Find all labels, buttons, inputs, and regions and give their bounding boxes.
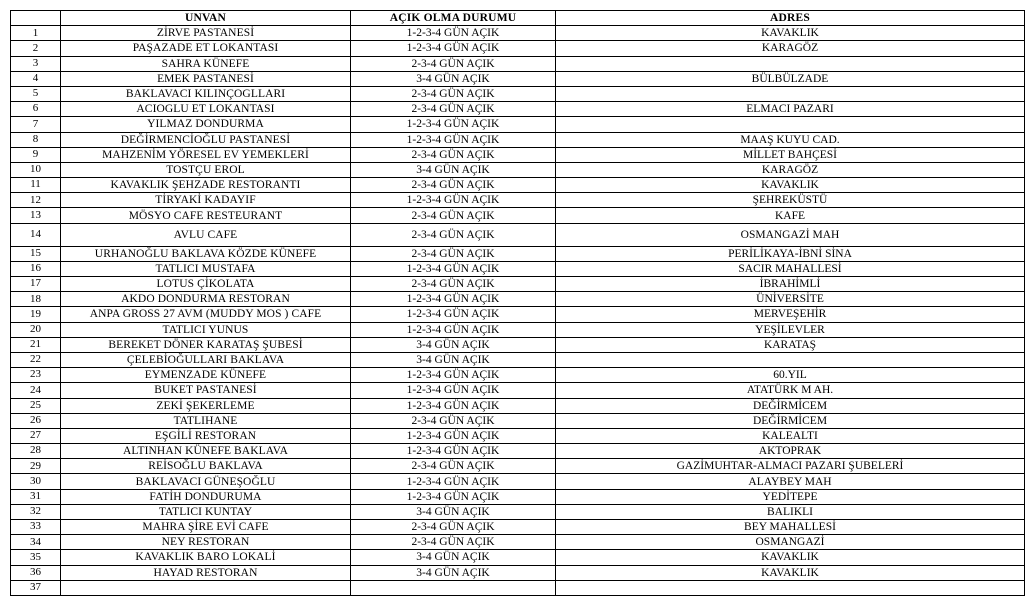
cell-index: 3 [11,56,61,71]
cell-adres: ELMACI PAZARI [556,102,1025,117]
cell-durum: 1-2-3-4 GÜN AÇIK [351,322,556,337]
cell-unvan: TATLIHANE [61,413,351,428]
cell-index: 23 [11,368,61,383]
cell-durum: 2-3-4 GÜN AÇIK [351,520,556,535]
table-row [11,193,1025,208]
cell-unvan: NEY RESTORAN [61,535,351,550]
cell-durum: 3-4 GÜN AÇIK [351,352,556,367]
cell-unvan: EŞGİLİ RESTORAN [61,428,351,443]
cell-adres: ATATÜRK M AH. [556,383,1025,398]
cell-unvan: ANPA GROSS 27 AVM (MUDDY MOS ) CAFE [61,307,351,322]
table-row [11,246,1025,261]
cell-durum: 3-4 GÜN AÇIK [351,550,556,565]
table-row [11,26,1025,41]
table-row [11,71,1025,86]
cell-durum: 1-2-3-4 GÜN AÇIK [351,368,556,383]
cell-durum: 2-3-4 GÜN AÇIK [351,413,556,428]
cell-unvan: MÖSYO CAFE RESTEURANT [61,208,351,223]
cell-unvan: BAKLAVACI KILINÇOGLLARI [61,86,351,101]
cell-adres [556,580,1025,595]
cell-adres: BALIKLI [556,504,1025,519]
cell-durum: 1-2-3-4 GÜN AÇIK [351,307,556,322]
cell-durum: 2-3-4 GÜN AÇIK [351,277,556,292]
cell-unvan: ACIOGLU ET LOKANTASI [61,102,351,117]
cell-durum: 3-4 GÜN AÇIK [351,565,556,580]
cell-index: 8 [11,132,61,147]
table-row [11,117,1025,132]
cell-durum: 2-3-4 GÜN AÇIK [351,535,556,550]
cell-index: 6 [11,102,61,117]
cell-unvan [61,580,351,595]
cell-unvan: TOSTÇU EROL [61,162,351,177]
cell-unvan: REİSOĞLU BAKLAVA [61,459,351,474]
cell-adres: İBRAHİMLİ [556,277,1025,292]
table-header [11,11,1025,26]
cell-unvan: TİRYAKİ KADAYIF [61,193,351,208]
cell-adres: KAVAKLIK [556,26,1025,41]
cell-unvan: URHANOĞLU BAKLAVA KÖZDE KÜNEFE [61,246,351,261]
cell-unvan: KAVAKLIK BARO LOKALİ [61,550,351,565]
cell-durum: 2-3-4 GÜN AÇIK [351,223,556,246]
cell-unvan: BAKLAVACI GÜNEŞOĞLU [61,474,351,489]
cell-durum: 1-2-3-4 GÜN AÇIK [351,398,556,413]
cell-index: 18 [11,292,61,307]
cell-adres: KALEALTI [556,428,1025,443]
table-row [11,147,1025,162]
cell-durum: 2-3-4 GÜN AÇIK [351,246,556,261]
restaurant-table [10,10,1025,596]
cell-adres: ALAYBEY MAH [556,474,1025,489]
table-row [11,550,1025,565]
cell-index: 20 [11,322,61,337]
cell-unvan: TATLICI YUNUS [61,322,351,337]
cell-unvan: BEREKET DÖNER KARATAŞ ŞUBESİ [61,337,351,352]
cell-adres: DEĞİRMİCEM [556,413,1025,428]
cell-index: 14 [11,223,61,246]
table-row [11,292,1025,307]
cell-index: 35 [11,550,61,565]
table-row [11,428,1025,443]
cell-unvan: EMEK PASTANESİ [61,71,351,86]
cell-index: 19 [11,307,61,322]
cell-index: 27 [11,428,61,443]
cell-durum: 1-2-3-4 GÜN AÇIK [351,444,556,459]
table-row [11,352,1025,367]
cell-durum: 1-2-3-4 GÜN AÇIK [351,132,556,147]
cell-adres: KARAGÖZ [556,41,1025,56]
table-row [11,208,1025,223]
table-row [11,413,1025,428]
column-header-unvan: UNVAN [61,11,351,26]
cell-unvan: MAHZENİM YÖRESEL EV YEMEKLERİ [61,147,351,162]
cell-durum [351,580,556,595]
cell-adres: DEĞİRMİCEM [556,398,1025,413]
cell-adres: PERİLİKAYA-İBNİ SİNA [556,246,1025,261]
cell-durum: 2-3-4 GÜN AÇIK [351,86,556,101]
cell-adres: OSMANGAZİ MAH [556,223,1025,246]
column-header-adres: ADRES [556,11,1025,26]
cell-index: 10 [11,162,61,177]
cell-adres: YEDİTEPE [556,489,1025,504]
cell-unvan: HAYAD RESTORAN [61,565,351,580]
cell-unvan: TATLICI KUNTAY [61,504,351,519]
cell-index: 28 [11,444,61,459]
cell-durum: 2-3-4 GÜN AÇIK [351,459,556,474]
cell-index: 21 [11,337,61,352]
cell-unvan: AVLU CAFE [61,223,351,246]
cell-index: 22 [11,352,61,367]
cell-index: 32 [11,504,61,519]
table-row [11,444,1025,459]
cell-index: 16 [11,261,61,276]
cell-durum: 3-4 GÜN AÇIK [351,504,556,519]
cell-index: 13 [11,208,61,223]
cell-unvan: MAHRA ŞİRE EVİ CAFE [61,520,351,535]
cell-adres: SACIR MAHALLESİ [556,261,1025,276]
cell-index: 26 [11,413,61,428]
cell-adres: OSMANGAZİ [556,535,1025,550]
cell-index: 33 [11,520,61,535]
cell-adres: MİLLET BAHÇESİ [556,147,1025,162]
cell-index: 30 [11,474,61,489]
table-row [11,580,1025,595]
table-row [11,322,1025,337]
cell-unvan: BUKET PASTANESİ [61,383,351,398]
table-row [11,504,1025,519]
cell-index: 1 [11,26,61,41]
cell-index: 12 [11,193,61,208]
cell-durum: 1-2-3-4 GÜN AÇIK [351,292,556,307]
cell-unvan: KAVAKLIK ŞEHZADE RESTORANTI [61,178,351,193]
cell-index: 2 [11,41,61,56]
cell-index: 25 [11,398,61,413]
cell-adres [556,56,1025,71]
cell-adres: KAVAKLIK [556,565,1025,580]
cell-unvan: ÇELEBİOĞULLARI BAKLAVA [61,352,351,367]
cell-durum: 2-3-4 GÜN AÇIK [351,102,556,117]
cell-adres: KARATAŞ [556,337,1025,352]
cell-durum: 1-2-3-4 GÜN AÇIK [351,117,556,132]
cell-adres: BEY MAHALLESİ [556,520,1025,535]
cell-durum: 2-3-4 GÜN AÇIK [351,56,556,71]
cell-unvan: PAŞAZADE ET LOKANTASI [61,41,351,56]
table-row [11,277,1025,292]
cell-durum: 3-4 GÜN AÇIK [351,71,556,86]
cell-durum: 2-3-4 GÜN AÇIK [351,147,556,162]
cell-unvan: EYMENZADE KÜNEFE [61,368,351,383]
cell-adres: BÜLBÜLZADE [556,71,1025,86]
table-row [11,223,1025,246]
cell-adres [556,117,1025,132]
cell-unvan: TATLICI MUSTAFA [61,261,351,276]
cell-unvan: FATİH DONDURUMA [61,489,351,504]
cell-durum: 1-2-3-4 GÜN AÇIK [351,383,556,398]
cell-durum: 1-2-3-4 GÜN AÇIK [351,261,556,276]
column-header-index [11,11,61,26]
cell-adres: KAFE [556,208,1025,223]
cell-durum: 1-2-3-4 GÜN AÇIK [351,489,556,504]
cell-unvan: SAHRA KÜNEFE [61,56,351,71]
cell-adres: AKTOPRAK [556,444,1025,459]
table-row [11,459,1025,474]
cell-adres: KAVAKLIK [556,550,1025,565]
cell-adres: ŞEHREKÜSTÜ [556,193,1025,208]
table-row [11,474,1025,489]
table-row [11,307,1025,322]
cell-adres: ÜNİVERSİTE [556,292,1025,307]
table-row [11,535,1025,550]
cell-index: 17 [11,277,61,292]
cell-index: 7 [11,117,61,132]
cell-durum: 3-4 GÜN AÇIK [351,162,556,177]
table-row [11,178,1025,193]
table-header-row [11,11,1025,26]
cell-adres [556,352,1025,367]
cell-index: 24 [11,383,61,398]
table-row [11,520,1025,535]
cell-unvan: ZİRVE PASTANESİ [61,26,351,41]
cell-index: 36 [11,565,61,580]
cell-index: 9 [11,147,61,162]
cell-index: 4 [11,71,61,86]
cell-durum: 1-2-3-4 GÜN AÇIK [351,193,556,208]
table-body [11,26,1025,596]
cell-adres: 60.YIL [556,368,1025,383]
table-row [11,162,1025,177]
cell-unvan: AKDO DONDURMA RESTORAN [61,292,351,307]
cell-adres: MAAŞ KUYU CAD. [556,132,1025,147]
cell-unvan: ALTINHAN KÜNEFE BAKLAVA [61,444,351,459]
table-row [11,41,1025,56]
cell-adres: GAZİMUHTAR-ALMACI PAZARI ŞUBELERİ [556,459,1025,474]
cell-durum: 1-2-3-4 GÜN AÇIK [351,474,556,489]
table-row [11,489,1025,504]
cell-durum: 2-3-4 GÜN AÇIK [351,178,556,193]
cell-adres: MERVEŞEHİR [556,307,1025,322]
cell-unvan: YILMAZ DONDURMA [61,117,351,132]
table-row [11,565,1025,580]
cell-adres: YEŞİLEVLER [556,322,1025,337]
cell-adres: KARAGÖZ [556,162,1025,177]
column-header-durum: AÇIK OLMA DURUMU [351,11,556,26]
cell-durum: 1-2-3-4 GÜN AÇIK [351,41,556,56]
cell-durum: 1-2-3-4 GÜN AÇIK [351,26,556,41]
cell-adres [556,86,1025,101]
cell-unvan: DEĞİRMENCİOĞLU PASTANESİ [61,132,351,147]
table-row [11,368,1025,383]
table-row [11,383,1025,398]
cell-index: 5 [11,86,61,101]
table-row [11,86,1025,101]
cell-unvan: LOTUS ÇİKOLATA [61,277,351,292]
cell-index: 29 [11,459,61,474]
table-row [11,337,1025,352]
cell-index: 15 [11,246,61,261]
cell-adres: KAVAKLIK [556,178,1025,193]
cell-durum: 1-2-3-4 GÜN AÇIK [351,428,556,443]
table-row [11,102,1025,117]
cell-index: 11 [11,178,61,193]
cell-durum: 2-3-4 GÜN AÇIK [351,208,556,223]
table-row [11,132,1025,147]
table-row [11,56,1025,71]
cell-index: 37 [11,580,61,595]
table-row [11,261,1025,276]
cell-index: 31 [11,489,61,504]
table-row [11,398,1025,413]
cell-unvan: ZEKİ ŞEKERLEME [61,398,351,413]
cell-durum: 3-4 GÜN AÇIK [351,337,556,352]
cell-index: 34 [11,535,61,550]
